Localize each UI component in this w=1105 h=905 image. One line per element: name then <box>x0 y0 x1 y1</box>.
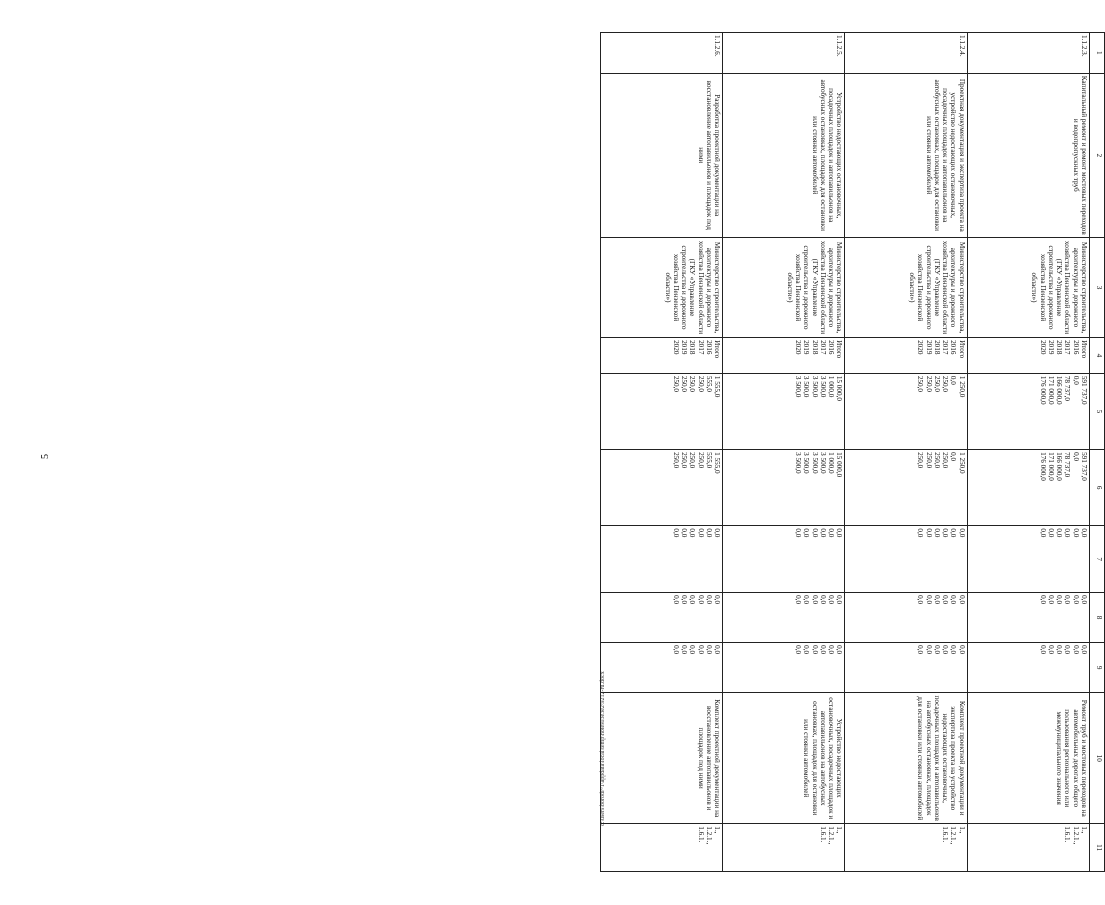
expected-result: Комплект проектной документации и экспертиза проекта на устройство недостающих остановочных, посадочных площадок и автопавильонов на автобусных остановках, площадок для остановки или стоянки автомобилей <box>845 693 967 824</box>
program-table <box>600 32 1105 872</box>
page-number-wrap <box>0 446 365 464</box>
file-path-footer: c:\users\borodi~1\appdata\local\temp\notes03e3e2\9212-ru.docx <box>600 671 606 826</box>
measures-table <box>600 32 1105 872</box>
table-row <box>601 33 723 872</box>
measure-name: Разработка проектной документации на восстановление автопавильонов и площадок под ними <box>601 73 723 237</box>
funding-total: 1 555,0 555,0 250,0 250,0 250,0 250,0 <box>601 373 723 449</box>
row-id: 1.1.2.3. <box>967 33 1089 74</box>
funding-total: 15 000,0 1 000,0 3 500,0 3 500,0 3 500,0 3 500,0 <box>723 373 845 449</box>
row-id: 1.1.2.6. <box>601 33 723 74</box>
col-num-5: 5 <box>1090 373 1105 449</box>
funding-federal: 0,0 0,0 0,0 0,0 0,0 0,0 <box>723 526 845 593</box>
funding-local: 0,0 0,0 0,0 0,0 0,0 0,0 <box>845 593 967 643</box>
col-num-6: 6 <box>1090 450 1105 526</box>
executor: Министерство строительства, архитектуры и дорожного хозяйства Пензенской области (ГКУ «Управление строительства и дорожного хозяйства Пензенской области») <box>723 237 845 337</box>
col-num-9: 9 <box>1090 643 1105 693</box>
col-num-3: 3 <box>1090 237 1105 337</box>
row-id: 1.1.2.4. <box>845 33 967 74</box>
funding-other: 0,0 0,0 0,0 0,0 0,0 0,0 <box>845 643 967 693</box>
indicator-link: 1., 1.2.1., 1.6.1. <box>845 824 967 872</box>
funding-local: 0,0 0,0 0,0 0,0 0,0 0,0 <box>601 593 723 643</box>
table-row <box>845 33 967 872</box>
funding-federal: 0,0 0,0 0,0 0,0 0,0 0,0 <box>845 526 967 593</box>
indicator-link: 1., 1.2.1., 1.6.1. <box>723 824 845 872</box>
funding-federal: 0,0 0,0 0,0 0,0 0,0 0,0 <box>967 526 1089 593</box>
funding-regional: 15 000,0 1 000,0 3 500,0 3 500,0 3 500,0 3 500,0 <box>723 450 845 526</box>
years: Итого 2016 2017 2018 2019 2020 <box>967 338 1089 374</box>
expected-result: Ремонт труб и мостовых переходов на автомобильных дорогах общего пользования регионального или межмуниципального значения <box>967 693 1089 824</box>
col-num-8: 8 <box>1090 593 1105 643</box>
table-row <box>967 33 1089 872</box>
measure-name: Проектная документация и экспертиза проекта на устройство недостающих остановочных, посадочных площадок и автопавильонов на автобусных остановках, площадок для остановки или стоянки автомобилей <box>845 73 967 237</box>
measure-name: Устройство недостающих остановочных, посадочных площадок и автопавильонов на автобусных остановках, площадок для остановки или стоянки автомобилей <box>723 73 845 237</box>
col-num-2: 2 <box>1090 73 1105 237</box>
years: Итого 2016 2017 2018 2019 2020 <box>845 338 967 374</box>
funding-federal: 0,0 0,0 0,0 0,0 0,0 0,0 <box>601 526 723 593</box>
executor: Министерство строительства, архитектуры и дорожного хозяйства Пензенской области (ГКУ «Управление строительства и дорожного хозяйства Пензенской области») <box>967 237 1089 337</box>
funding-other: 0,0 0,0 0,0 0,0 0,0 0,0 <box>967 643 1089 693</box>
funding-regional: 1 555,0 555,0 250,0 250,0 250,0 250,0 <box>601 450 723 526</box>
funding-local: 0,0 0,0 0,0 0,0 0,0 0,0 <box>723 593 845 643</box>
executor: Министерство строительства, архитектуры и дорожного хозяйства Пензенской области (ГКУ «Управление строительства и дорожного хозяйства Пензенской области») <box>845 237 967 337</box>
indicator-link: 1., 1.2.1., 1.6.1. <box>967 824 1089 872</box>
table-row <box>723 33 845 872</box>
col-num-11: 11 <box>1090 824 1105 872</box>
years: Итого 2016 2017 2018 2019 2020 <box>723 338 845 374</box>
indicator-link: 1., 1.2.1., 1.6.1. <box>601 824 723 872</box>
row-id: 1.1.2.5. <box>723 33 845 74</box>
funding-regional: 591 737,0 0,0 78 737,0 166 000,0 171 000,0 176 000,0 <box>967 450 1089 526</box>
col-num-4: 4 <box>1090 338 1105 374</box>
years: Итого 2016 2017 2018 2019 2020 <box>601 338 723 374</box>
measure-name: Капитальный ремонт и ремонт мостовых переходов и водопропускных труб <box>967 73 1089 237</box>
funding-total: 1 250,0 0,0 250,0 250,0 250,0 250,0 <box>845 373 967 449</box>
col-num-7: 7 <box>1090 526 1105 593</box>
executor: Министерство строительства, архитектуры и дорожного хозяйства Пензенской области (ГКУ «Управление строительства и дорожного хозяйства Пензенской области») <box>601 237 723 337</box>
column-number-row <box>1090 33 1105 872</box>
expected-result: Комплект проектной документации на восстановление автопавильонов и площадок под ними <box>601 693 723 824</box>
funding-local: 0,0 0,0 0,0 0,0 0,0 0,0 <box>967 593 1089 643</box>
funding-total: 591 737,0 0,0 78 737,0 166 000,0 171 000,0 176 000,0 <box>967 373 1089 449</box>
funding-regional: 1 250,0 0,0 250,0 250,0 250,0 250,0 <box>845 450 967 526</box>
expected-result: Устройство недостающих остановочных, посадочных площадок и автопавильонов на автобусных остановках, площадок для остановки или стоянки автомобилей <box>723 693 845 824</box>
funding-other: 0,0 0,0 0,0 0,0 0,0 0,0 <box>723 643 845 693</box>
col-num-10: 10 <box>1090 693 1105 824</box>
col-num-1: 1 <box>1090 33 1105 74</box>
funding-other: 0,0 0,0 0,0 0,0 0,0 0,0 <box>601 643 723 693</box>
page-number: 5 <box>39 454 51 459</box>
